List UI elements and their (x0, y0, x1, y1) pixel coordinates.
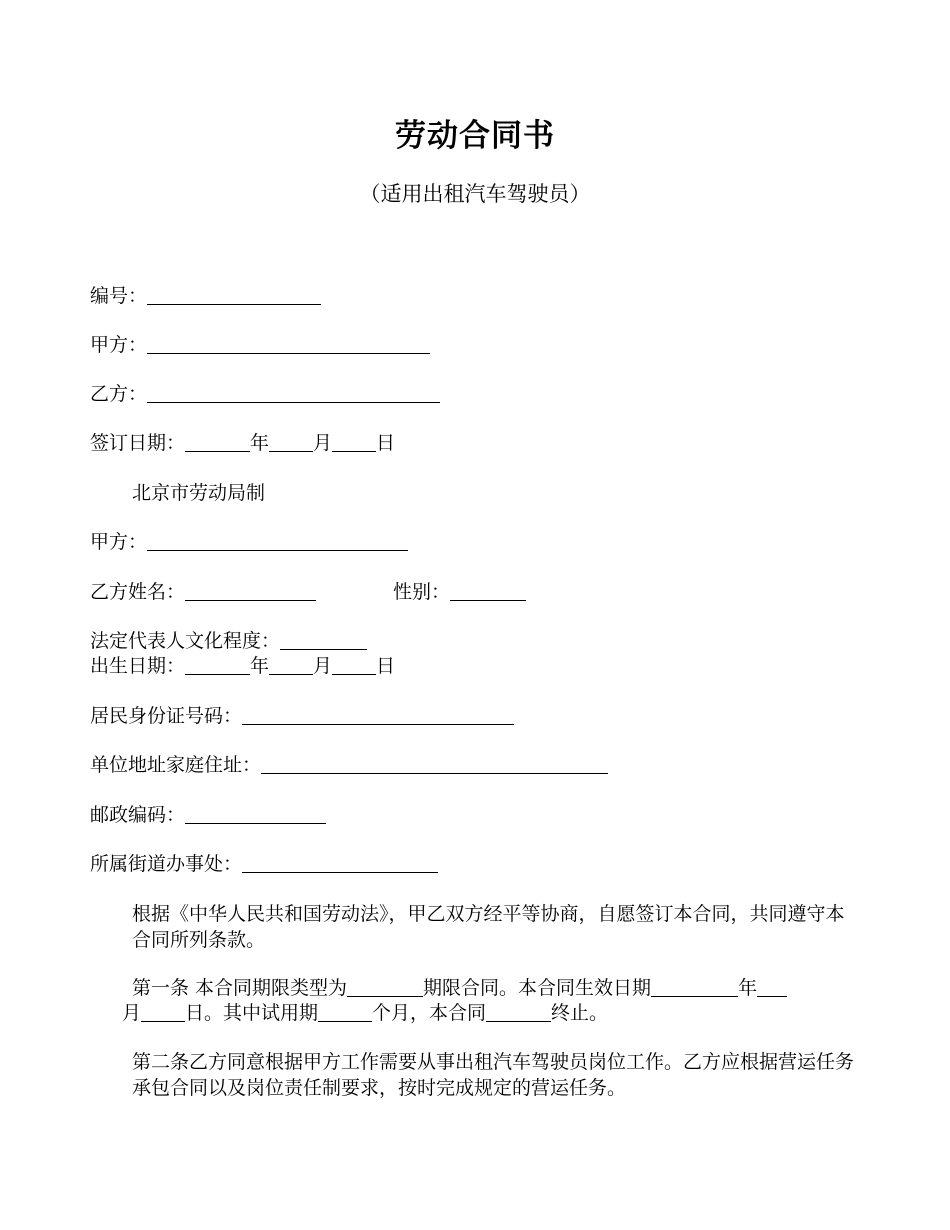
preamble-paragraph (90, 901, 860, 953)
effective-day-blank[interactable] (141, 1001, 185, 1022)
effective-month-blank[interactable] (757, 976, 787, 997)
address-label: 单位地址家庭住址： (90, 754, 262, 776)
article-2-text: 第二条乙方同意根据甲方工作需要从事出租汽车驾驶员岗位工作。乙方应根据营运任务承包合同以及岗位责任制要求，按时完成规定的营运任务。 (132, 1051, 855, 1099)
party-a-blank[interactable] (147, 333, 430, 354)
sign-date-label: 签订日期： (90, 432, 186, 454)
legal-rep-edu-blank[interactable] (280, 629, 367, 650)
document-subtitle: （适用出租汽车驾驶员） (359, 182, 591, 206)
number-line (90, 283, 321, 309)
birth-year-blank[interactable] (185, 654, 250, 675)
address-line (90, 752, 608, 778)
year-label: 年 (250, 432, 270, 454)
postal-code-label: 邮政编码： (90, 804, 186, 826)
party-a-label: 甲方： (90, 334, 148, 356)
end-date-blank[interactable] (486, 1001, 551, 1022)
id-number-blank[interactable] (242, 704, 514, 725)
legal-rep-edu-line (90, 628, 367, 654)
article-1-text-c: 年 (738, 977, 758, 999)
article-1-text-a: 第一条 本合同期限类型为 (132, 977, 348, 999)
effective-year-blank[interactable] (651, 976, 738, 997)
article-1-text-b: 期限合同。本合同生效日期 (423, 977, 652, 999)
birth-month-blank[interactable] (269, 654, 313, 675)
article-1-line-2 (122, 1000, 608, 1026)
article-1-text-f: 个月，本合同 (372, 1002, 487, 1024)
postal-code-line (90, 802, 326, 828)
sign-month-blank[interactable] (269, 431, 313, 452)
gender-line (393, 579, 526, 605)
sign-day-blank[interactable] (332, 431, 376, 452)
party-b-name-label: 乙方姓名： (90, 581, 186, 603)
street-office-blank[interactable] (242, 852, 438, 873)
party-b-blank[interactable] (147, 382, 440, 403)
number-blank[interactable] (147, 284, 321, 305)
party-b-line (90, 381, 440, 407)
sign-date-line (90, 430, 395, 456)
month-label: 月 (313, 432, 333, 454)
birth-day-blank[interactable] (332, 654, 376, 675)
article-1-text-g: 终止。 (551, 1002, 609, 1024)
id-number-line (90, 703, 514, 729)
party-a-blank-2[interactable] (147, 530, 408, 551)
article-1-text-d: 月 (122, 1002, 142, 1024)
party-b-label: 乙方： (90, 383, 148, 405)
day-label: 日 (376, 432, 396, 454)
address-blank[interactable] (261, 753, 608, 774)
party-a-line-2 (90, 529, 408, 555)
birth-month-label: 月 (313, 655, 333, 677)
street-office-line (90, 851, 438, 877)
legal-rep-edu-label: 法定代表人文化程度： (90, 630, 281, 652)
birth-date-label: 出生日期： (90, 655, 186, 677)
probation-months-blank[interactable] (318, 1001, 372, 1022)
birth-day-label: 日 (376, 655, 396, 677)
document-title: 劳动合同书 (395, 118, 555, 154)
gender-blank[interactable] (450, 580, 526, 601)
contract-type-blank[interactable] (347, 976, 423, 997)
id-number-label: 居民身份证号码： (90, 705, 243, 727)
preamble-text: 根据《中华人民共和国劳动法》，甲乙双方经平等协商，自愿签订本合同，共同遵守本合同所列条款。 (132, 903, 845, 951)
article-1-line-1 (132, 975, 787, 1001)
issuer: 北京市劳动局制 (132, 482, 266, 504)
party-a-line (90, 332, 430, 358)
article-2-paragraph (90, 1049, 860, 1101)
birth-year-label: 年 (250, 655, 270, 677)
street-office-label: 所属街道办事处： (90, 853, 243, 875)
sign-year-blank[interactable] (185, 431, 250, 452)
number-label: 编号： (90, 285, 148, 307)
party-b-name-blank[interactable] (185, 580, 316, 601)
article-1-text-e: 日。其中试用期 (185, 1002, 319, 1024)
party-b-name-line (90, 579, 316, 605)
postal-code-blank[interactable] (185, 803, 326, 824)
party-a-label-2: 甲方： (90, 531, 148, 553)
birth-date-line (90, 653, 395, 679)
gender-label: 性别： (393, 581, 451, 603)
